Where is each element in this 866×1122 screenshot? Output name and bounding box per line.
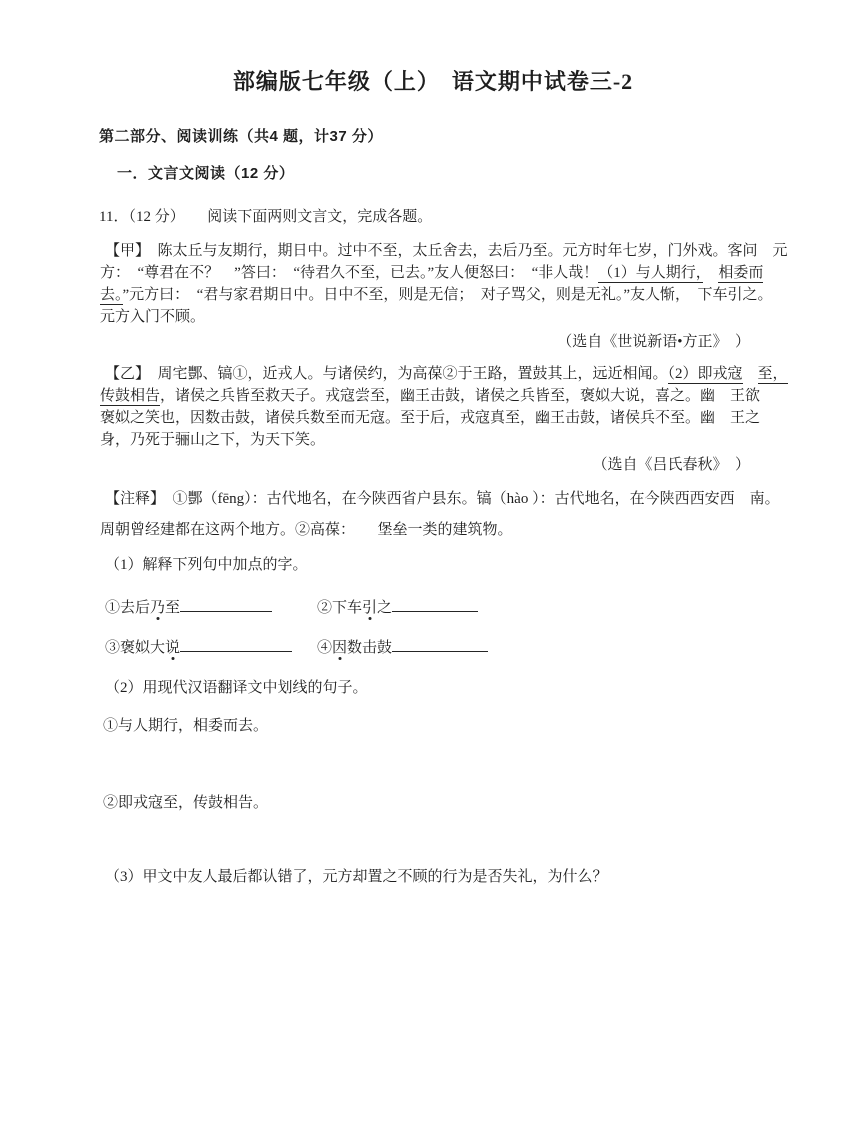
circled-number-label: ③	[105, 640, 121, 656]
circled-number-label: ①	[105, 600, 121, 616]
q1-item: ②下车引之	[317, 596, 478, 617]
answer-blank-line	[180, 638, 292, 652]
circled-number-label: ②	[317, 600, 333, 616]
underlined-sentence: （1）与人期行，	[598, 265, 704, 281]
text-line: 【乙】 周宅酆、镐①，近戎人。与诸侯约，为高葆②于王路，置鼓其上，远近相闻。（2）即戎寇 至，	[105, 366, 788, 382]
underlined-sentence: 去。	[100, 287, 123, 303]
answer-blank-line	[180, 598, 272, 612]
passage-jia	[100, 240, 788, 328]
text-line: 褒姒之笑也，因数击鼓，诸侯兵数至而无寇。至于后，戎寇真至，幽王击鼓，诸侯兵不至。幽 王之	[100, 410, 761, 426]
underlined-sentence: 传鼓相告	[100, 388, 161, 404]
question-1-blank-items	[105, 596, 488, 676]
passage-yi	[100, 363, 788, 451]
question-11-lead: 11．（12 分） 阅读下面两则文言文，完成各题。	[99, 209, 433, 225]
blank-row	[105, 636, 488, 676]
answer-blank-line	[392, 638, 488, 652]
text-line: 周朝曾经建都在这两个地方。②高葆： 堡垒一类的建筑物。	[100, 522, 513, 538]
underlined-sentence: （2）即戎寇	[667, 366, 743, 382]
sentence-to-translate: ②即戎寇至，传鼓相告。	[103, 795, 269, 811]
answer-blank-line	[392, 598, 478, 612]
dotted-character: 说	[165, 636, 180, 657]
section-one-header: 一．文言文阅读（12 分）	[117, 165, 295, 182]
text-line: 去。”元方曰： “君与家君期日中。日中不至，则是无信； 对子骂父，则是无礼。”友人惭， 下车引之。	[100, 287, 773, 303]
question-2-prompt: （2）用现代汉语翻译文中划线的句子。	[105, 680, 368, 696]
q1-item: ④因数击鼓	[317, 636, 488, 657]
dotted-character: 引	[362, 596, 377, 617]
question-2-sentences	[103, 714, 268, 812]
text-line: 【甲】 陈太丘与友期行，期日中。过中不至，太丘舍去，去后乃至。元方时年七岁，门外戏。客问 元	[105, 243, 788, 259]
text-line: 元方入门不顾。	[100, 309, 206, 325]
passage-jia-source: （选自《世说新语•方正》 ）	[557, 334, 750, 350]
annotations-block	[100, 484, 780, 546]
question-3-prompt: （3）甲文中友人最后都认错了，元方却置之不顾的行为是否失礼，为什么？	[105, 869, 608, 885]
sentence-to-translate: ①与人期行，相委而去。	[103, 718, 269, 734]
text-line: 身，乃死于骊山之下，为天下笑。	[100, 432, 326, 448]
circled-number-label: ④	[317, 640, 333, 656]
dotted-character: 因	[332, 636, 347, 657]
passage-yi-source: （选自《吕氏春秋》 ）	[592, 457, 750, 473]
q1-item: ③褒姒大说	[105, 636, 317, 657]
underlined-sentence: 至，	[757, 366, 788, 382]
question-1-prompt: （1）解释下列句中加点的字。	[105, 557, 308, 573]
text-line: 传鼓相告，诸侯之兵皆至救天子。戎寇尝至，幽王击鼓，诸侯之兵皆至，褒姒大说，喜之。幽 王欲	[100, 388, 761, 404]
text-line: 【注释】 ①酆（fēng）：古代地名，在今陕西省户县东。镐（hào ）：古代地名，在今陕西西安西 南。	[105, 491, 780, 507]
page-title: 部编版七年级（上） 语文期中试卷三-2	[232, 68, 634, 94]
dotted-character: 乃	[150, 596, 165, 617]
q1-item: ①去后乃至	[105, 596, 317, 617]
underlined-sentence: 相委而	[718, 265, 764, 281]
text-line: 方： “尊君在不？ ”答曰： “待君久不至，已去。”友人便怒曰： “非人哉！（1）与人期行， 相委而	[100, 265, 764, 281]
blank-row	[105, 596, 488, 636]
part-two-header: 第二部分、阅读训练（共4 题，计37 分）	[99, 128, 383, 145]
